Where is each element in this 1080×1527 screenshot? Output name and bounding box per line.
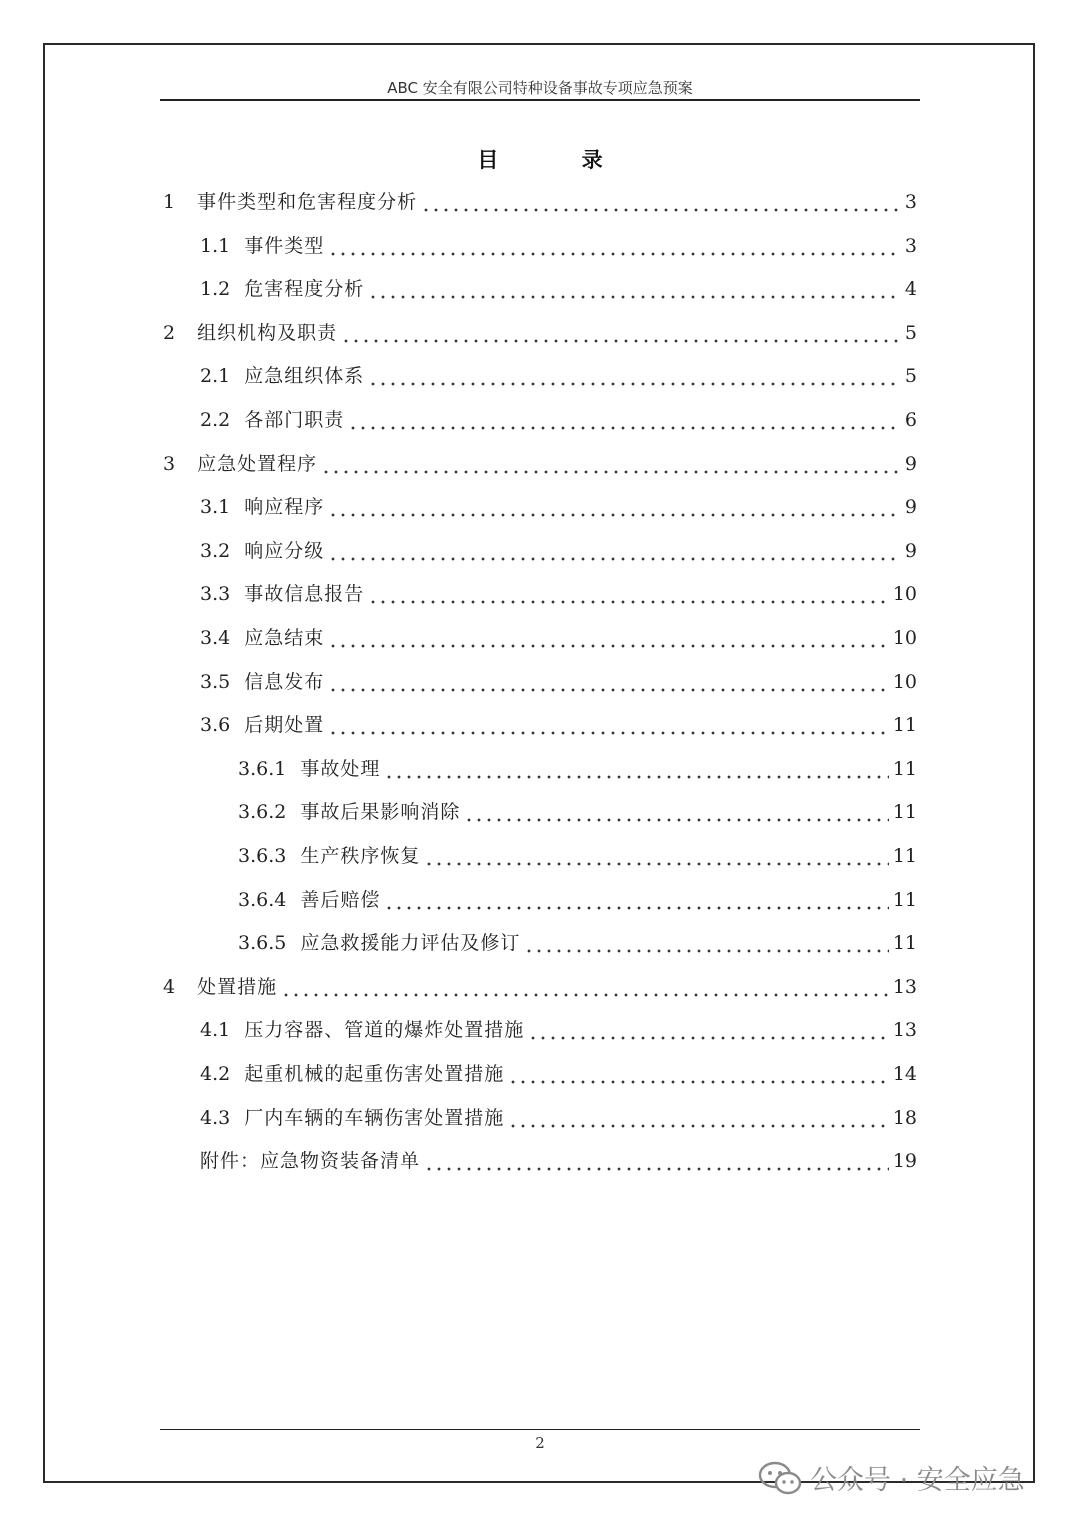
toc-entry[interactable] — [238, 841, 917, 871]
toc-entry-text: 后期处置 — [244, 714, 325, 737]
toc-entry-page: 5 — [904, 365, 917, 388]
toc-entry-text: 起重机械的起重伤害处置措施 — [244, 1063, 505, 1085]
toc-leader-dots — [421, 187, 901, 217]
document-header: ABC 安全有限公司特种设备事故专项应急预案 — [387, 79, 693, 97]
toc-entry[interactable] — [200, 231, 917, 261]
toc-entry-text: 厂内车辆的车辆伤害处置措施 — [244, 1106, 505, 1129]
toc-entry[interactable] — [163, 449, 917, 479]
toc-entry-page: 5 — [904, 321, 917, 344]
toc-entry-page: 10 — [892, 627, 917, 649]
toc-entry-label — [200, 405, 344, 435]
toc-leader-dots — [508, 1059, 889, 1089]
toc-entry-label — [238, 797, 460, 827]
toc-entry-number: 4 — [163, 975, 176, 998]
toc-leader-dots — [368, 274, 901, 304]
toc-leader-dots — [328, 492, 901, 522]
toc-entry-number: 2 — [163, 321, 176, 344]
toc-entry-page: 11 — [892, 845, 917, 867]
toc-entry-page: 10 — [892, 670, 917, 693]
toc-entry[interactable] — [200, 1146, 917, 1176]
toc-entry-page: 19 — [892, 1150, 917, 1173]
toc-entry-number: 3.6 — [200, 714, 231, 737]
toc-entry-label — [238, 754, 380, 784]
toc-entry-page: 9 — [904, 539, 917, 562]
toc-entry[interactable] — [200, 667, 917, 697]
toc-leader-dots — [368, 361, 901, 391]
toc-entry-page: 11 — [892, 801, 917, 824]
toc-entry-number: 4.3 — [200, 1106, 231, 1129]
toc-entry-page: 3 — [904, 191, 917, 213]
toc-entry-label — [163, 318, 337, 348]
toc-leader-dots — [508, 1103, 889, 1133]
toc-entry-label — [200, 1103, 504, 1133]
toc-entry-number: 3.6.5 — [238, 932, 287, 955]
toc-leader-dots — [348, 405, 901, 435]
page-number: 2 — [535, 1434, 545, 1452]
toc-entry-page: 3 — [904, 234, 917, 257]
toc-entry-label — [238, 928, 520, 958]
toc-entry-number: 3 — [163, 452, 176, 475]
toc-entry-text: 各部门职责 — [244, 409, 345, 431]
toc-entry[interactable] — [200, 361, 917, 391]
toc-entry-label — [200, 492, 324, 522]
toc-entry-number: 3.6.3 — [238, 845, 287, 867]
toc-entry-text: 附件：应急物资装备清单 — [200, 1150, 421, 1173]
toc-entry-text: 事件类型和危害程度分析 — [197, 191, 418, 213]
toc-entry-page: 9 — [904, 452, 917, 475]
toc-entry-text: 善后赔偿 — [300, 888, 381, 911]
watermark — [758, 1458, 1025, 1497]
watermark-text: 公众号 · 安全应急 — [810, 1465, 1025, 1496]
toc-entry-text: 信息发布 — [244, 670, 325, 693]
toc-entry-label — [238, 841, 420, 871]
toc-entry-number: 1.2 — [200, 278, 231, 301]
toc-entry-label — [163, 449, 317, 479]
toc-leader-dots — [524, 928, 888, 958]
toc-entry[interactable] — [238, 885, 917, 915]
toc-entry-number: 3.5 — [200, 670, 231, 693]
toc-entry-page: 11 — [892, 888, 917, 911]
toc-entry-number: 4.2 — [200, 1063, 231, 1085]
toc-entry-page: 9 — [904, 496, 917, 519]
toc-leader-dots — [464, 797, 888, 827]
toc-entry-number: 2.1 — [200, 365, 231, 388]
toc-entry-page: 10 — [892, 583, 917, 606]
toc-entry-text: 组织机构及职责 — [197, 321, 338, 344]
toc-entry-label — [200, 710, 324, 740]
toc-entry-label — [200, 667, 324, 697]
toc-entry[interactable] — [163, 187, 917, 217]
toc-entry-label — [163, 187, 417, 217]
toc-entry-text: 生产秩序恢复 — [300, 845, 421, 867]
toc-entry[interactable] — [200, 1059, 917, 1089]
toc-entry-number: 3.6.4 — [238, 888, 287, 911]
toc-entry[interactable] — [200, 536, 917, 566]
toc-entry[interactable] — [200, 274, 917, 304]
toc-leader-dots — [368, 579, 889, 609]
toc-entry-number: 3.6.2 — [238, 801, 287, 824]
toc-entry-label — [200, 274, 364, 304]
toc-leader-dots — [424, 841, 888, 871]
toc-title: 目 录 — [477, 148, 641, 172]
toc-entry-text: 响应程序 — [244, 496, 325, 519]
toc-leader-dots — [281, 972, 889, 1002]
toc-entry-number: 3.3 — [200, 583, 231, 606]
toc-entry-text: 应急结束 — [244, 627, 325, 649]
toc-leader-dots — [328, 710, 889, 740]
toc-entry-label — [200, 1146, 420, 1176]
toc-entry-text: 处置措施 — [197, 975, 278, 998]
toc-entry-number: 1 — [163, 191, 176, 213]
toc-leader-dots — [328, 231, 901, 261]
toc-entry-page: 13 — [892, 975, 917, 998]
toc-entry[interactable] — [238, 754, 917, 784]
toc-entry[interactable] — [200, 492, 917, 522]
toc-entry-number: 3.2 — [200, 539, 231, 562]
toc-leader-dots — [321, 449, 901, 479]
toc-entry-label — [200, 579, 364, 609]
toc-entry[interactable] — [200, 1103, 917, 1133]
toc-entry-text: 压力容器、管道的爆炸处置措施 — [244, 1019, 525, 1042]
toc-entry-label — [200, 1015, 524, 1045]
toc-entry-text: 事故信息报告 — [244, 583, 365, 606]
toc-entry-text: 应急处置程序 — [197, 452, 318, 475]
toc-leader-dots — [384, 885, 888, 915]
toc-entry-text: 事故后果影响消除 — [300, 801, 461, 824]
toc-entry[interactable] — [163, 972, 917, 1002]
toc-entry-page: 11 — [892, 757, 917, 780]
toc-entry[interactable] — [200, 623, 917, 653]
toc-entry-label — [200, 231, 324, 261]
toc-entry-number: 4.1 — [200, 1019, 231, 1042]
toc-entry-text: 事件类型 — [244, 234, 325, 257]
toc-entry-number: 3.4 — [200, 627, 231, 649]
toc-entry-text: 危害程度分析 — [244, 278, 365, 301]
toc-entry-page: 6 — [904, 409, 917, 431]
toc-entry[interactable] — [163, 318, 917, 348]
toc-leader-dots — [341, 318, 901, 348]
toc-entry-label — [163, 972, 277, 1002]
toc-entry-page: 11 — [892, 714, 917, 737]
toc-entry[interactable] — [200, 710, 917, 740]
toc-entry[interactable] — [200, 405, 917, 435]
toc-entry-page: 4 — [904, 278, 917, 301]
toc-entry-page: 14 — [892, 1063, 917, 1085]
toc-entry-text: 响应分级 — [244, 539, 325, 562]
toc-entry-text: 事故处理 — [300, 757, 381, 780]
toc-entry[interactable] — [238, 928, 917, 958]
toc-entry[interactable] — [200, 1015, 917, 1045]
toc-entry-label — [200, 623, 324, 653]
toc-entry-label — [200, 536, 324, 566]
toc-entry-label — [200, 361, 364, 391]
toc-leader-dots — [328, 667, 889, 697]
toc-entry-label — [238, 885, 380, 915]
toc-entry-text: 应急救援能力评估及修订 — [300, 932, 521, 955]
toc-entry-page: 18 — [892, 1106, 917, 1129]
toc-leader-dots — [328, 623, 889, 653]
toc-entry-number: 3.6.1 — [238, 757, 287, 780]
toc-entry-label — [200, 1059, 504, 1089]
toc-entry-number: 3.1 — [200, 496, 231, 519]
toc-leader-dots — [424, 1146, 889, 1176]
toc-entry-number: 2.2 — [200, 409, 231, 431]
toc-entry[interactable] — [238, 797, 917, 827]
toc-entry-page: 13 — [892, 1019, 917, 1042]
wechat-icon — [758, 1461, 802, 1495]
toc-entry-page: 11 — [892, 932, 917, 955]
toc-entry-text: 应急组织体系 — [244, 365, 365, 388]
toc-entry-number: 1.1 — [200, 234, 231, 257]
toc-leader-dots — [528, 1015, 889, 1045]
toc-leader-dots — [384, 754, 888, 784]
footer-rule — [160, 1429, 920, 1430]
toc-entry[interactable] — [200, 579, 917, 609]
toc-leader-dots — [328, 536, 901, 566]
